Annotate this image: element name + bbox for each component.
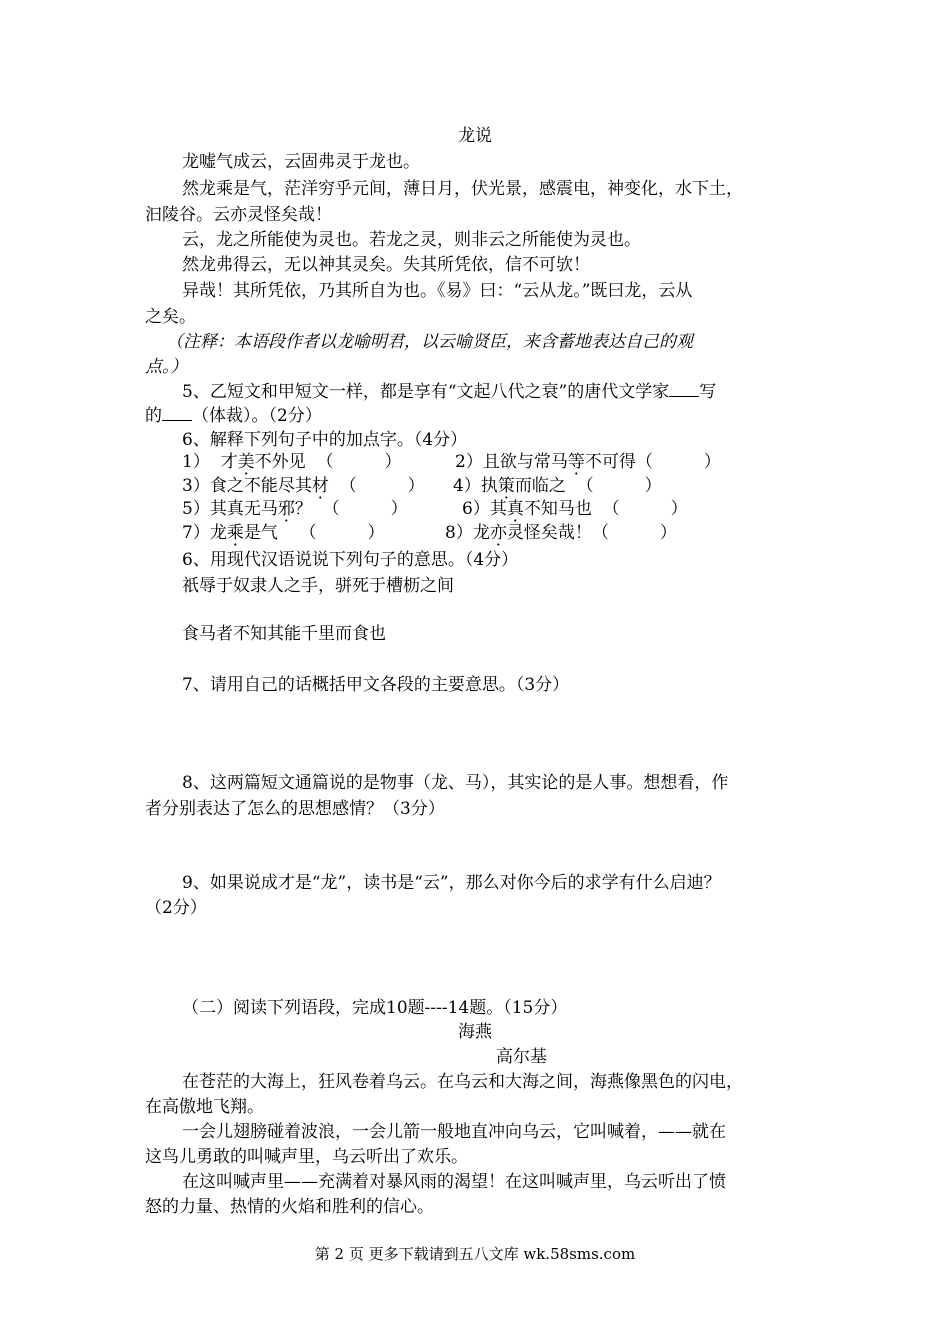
dotted-char: 邪 [277,499,295,519]
q5-text: 写 [699,382,717,402]
answer-paren[interactable]: （ ） [322,499,408,519]
annotation: （注释：本语段作者以龙喻明君，以云喻贤臣，来含蓄地表达自己的观 [166,332,693,352]
page-footer: 第 2 页 更多下载请到五八文库 wk.58sms.com [314,1245,636,1263]
dotted-char: 亦 [489,523,507,543]
q6-item: 8）龙亦灵怪矣哉！（ ） [445,523,677,543]
author-2: 高尔基 [496,1047,547,1067]
passage-line: 然龙弗得云，无以神其灵矣。失其所凭依，信不可欤！ [182,255,590,275]
answer-paren[interactable]: （ ） [591,523,677,543]
passage-line: 然龙乘是气，茫洋穷乎元间，薄日月，伏光景，感震电，神变化，水下土， [182,179,743,199]
q6-item: 6）其真不知马也 （ ） [462,499,688,519]
question-6b-title: 6、用现代汉语说说下列句子的意思。（4分） [182,550,519,570]
question-9: （2分） [145,898,207,918]
title-2: 海燕 [458,1022,492,1042]
answer-paren[interactable]: （ ） [339,476,425,496]
q5-text: 的 [145,406,162,426]
q6b-sentence: 食马者不知其能千里而食也 [182,624,386,644]
section-2-heading: （二）阅读下列语段，完成10题----14题。（15分） [182,998,568,1018]
dotted-char: 策 [497,476,515,496]
title: 龙说 [458,126,492,146]
annotation: 点。） [145,357,188,377]
question-5-cont [145,404,322,428]
question-5 [182,380,716,404]
passage-line: 之矣。 [145,307,196,327]
answer-paren[interactable]: （ ） [316,452,402,472]
dotted-char: 材 [311,476,329,496]
dotted-char: 真 [506,499,524,519]
passage-line: 云，龙之所能使为灵也。若龙之灵，则非云之所能使为灵也。 [182,230,641,250]
question-6-title: 6、解释下列句子中的加点字。（4分） [182,430,468,450]
dotted-char: 乘 [226,523,244,543]
question-8: 者分别表达了怎么的思想感情？（3分） [145,799,445,819]
q6-item: 5）其真无马邪？ （ ） [182,499,408,519]
answer-paren[interactable]: （ ） [602,499,688,519]
q5-text: 5、乙短文和甲短文一样，都是享有“文起八代之衰”的唐代文学家 [182,382,670,402]
question-8: 8、这两篇短文通篇说的是物事（龙、马），其实论的是人事。想想看，作 [182,773,729,793]
question-9: 9、如果说成才是“龙”，读书是“云”，那么对你今后的求学有什么启迪？ [182,873,721,893]
answer-paren[interactable]: （ ） [576,476,662,496]
q5-text: （体裁）。（2分） [192,406,322,426]
q6-item: 7）龙乘是气 （ ） [182,523,385,543]
question-7: 7、请用自己的话概括甲文各段的主要意思。（3分） [182,675,570,695]
passage-line: 龙嘘气成云，云固弗灵于龙也。 [182,152,420,172]
passage2-line: 这鸟儿勇敢的叫喊声里，乌云听出了欢乐。 [145,1147,468,1167]
passage2-line: 怒的力量、热情的火焰和胜利的信心。 [145,1197,434,1217]
passage2-line: 在高傲地飞翔。 [145,1097,264,1117]
q5-blank-genre[interactable] [162,404,192,421]
q6-item: 1） 才美不外见 （ ） [182,452,402,472]
passage-line: 汩陵谷。云亦灵怪矣哉！ [145,205,332,225]
q6b-sentence: 祇辱于奴隶人之手，骈死于槽枥之间 [182,576,454,596]
dotted-char: 美 [237,452,255,472]
answer-paren[interactable]: （ ） [299,523,385,543]
q5-blank-author[interactable] [669,380,699,397]
answer-paren[interactable]: （ ） [635,452,721,472]
dotted-char: 等 [567,452,585,472]
passage2-line: 一会儿翅膀碰着波浪，一会儿箭一般地直冲向乌云，它叫喊着，——就在 [182,1122,726,1142]
passage2-line: 在这叫喊声里——充满着对暴风雨的渴望！在这叫喊声里，乌云听出了愤 [182,1172,726,1192]
q6-item: 4）执策而临之 （ ） [453,476,662,496]
q6-item: 3）食之不能尽其材 （ ） [182,476,425,496]
passage2-line: 在苍茫的大海上，狂风卷着乌云。在乌云和大海之间，海燕像黑色的闪电， [182,1072,743,1092]
q6-item: 2）且欲与常马等不可得（ ） [455,452,721,472]
passage-line: 异哉！其所凭依，乃其所自为也。《易》曰：“云从龙。”既曰龙，云从 [182,281,693,301]
